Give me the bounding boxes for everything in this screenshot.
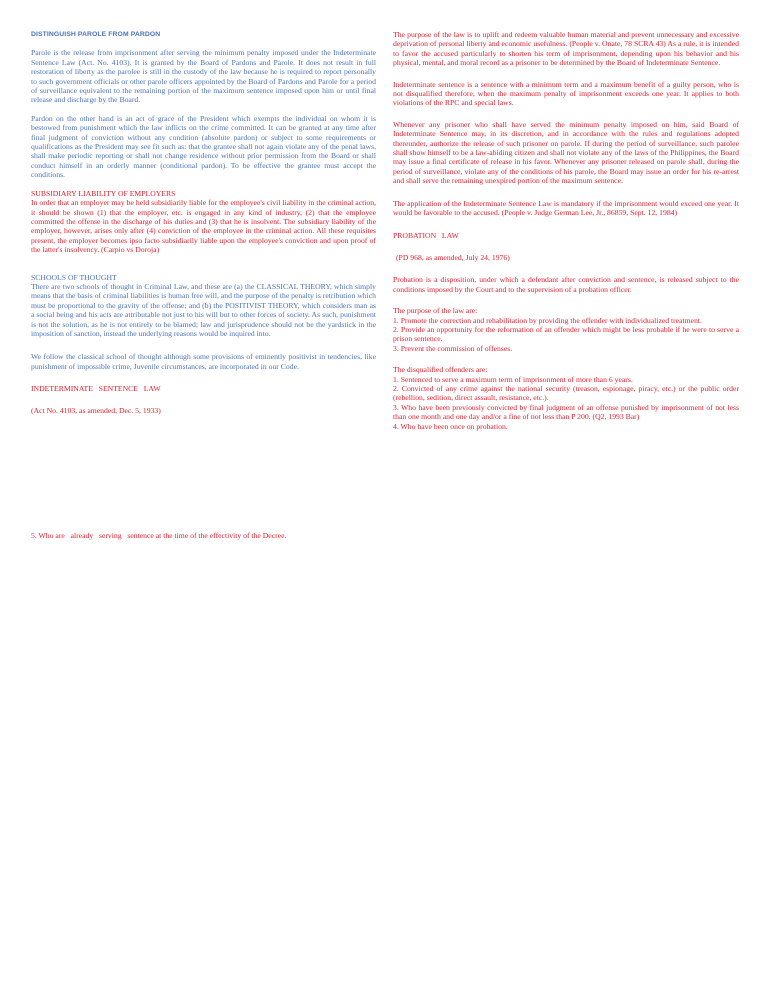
purpose-heading: The purpose of the law are: (393, 306, 478, 316)
disqualified-item: 1. Sentenced to serve a maximum term of imprisonment of more than 6 years. (393, 374, 633, 384)
purpose-paragraph: The purpose of the law is to uplift and redeem valuable human material and prevent unnecessary and excessive deprivation of personal liberty and economic usefulness. (People v. Onate, 78 SCRA 43) As a rule, it is intended to favor the accused particularly to shorten his term of imprisonment, depending upon his behavior and his physical, mental, and moral record as a prisoner to be determined by the Board of Indeterminate Sentence. (393, 30, 739, 68)
purpose-item: 2. Provide an opportunity for the reformation of an offender which might be less probable if he were to serve a prison sentence. (393, 324, 739, 344)
whenever-paragraph: Whenever any prisoner who shall have served the minimum penalty imposed on him, said Board of Indeterminate Sentence may, in its discretion, and in accordance with the rules and regulations adopted thereunder, authorize the release of such prisoner on parole. If during the period of surveillance, such parolee shall show himself to be a law-abiding citizen and shall not violate any of the laws of the Philippines, the Board may issue a final certificate of release in his favor. Whenever any prisoner released on parole shall, during the period of surveillance, violate any of the conditions of his parole, the Board may issue an order for his re-arrest and shall serve the remaining unexpired portion of the maximum sentence. (393, 119, 739, 186)
probation-paragraph: Probation is a disposition, under which a defendant after conviction and sentence, is released subject to the conditions imposed by the Court and to the supervision of a probation officer. (393, 275, 739, 294)
disqualified-item: 4. Who have been once on probation. (393, 421, 508, 431)
isl-act: (Act No. 4103, as amended, Dec. 5, 1933) (31, 405, 161, 415)
indeterminate-paragraph: Indeterminate sentence is a sentence with a minimum term and a maximum benefit of a guilty person, who is not disqualified therefore, when the maximum penalty of imprisonment exceeds one year. It applies to both violations of the RPC and special laws. (393, 79, 739, 108)
isl-heading: INDETERMINATE SENTENCE LAW (31, 384, 161, 394)
disqualified-heading: The disqualified offenders are: (393, 365, 488, 375)
disqualified-item: 2. Convicted of any crime against the national security (treason, espionage, piracy, etc.) or the public order (rebellion, sedition, direct assault, resistance, etc.). (393, 383, 739, 403)
purpose-item: 1. Promote the correction and rehabilitation by providing the offender with individualized treatment. (393, 315, 702, 325)
application-paragraph: The application of the Indeterminate Sentence Law is mandatory if the imprisonment would exceed one year. It would be favorable to the accused. (People v. Judge German Lee, Jr., 86859, Sept. 12, 1984) (393, 198, 739, 218)
classical-paragraph: We follow the classical school of thought although some provisions of eminently positivist in tendencies, like punishment of impossible crime, Juvenile circumstances, are incorporated in our Code. (31, 352, 376, 371)
pardon-paragraph: Pardon on the other hand is an act of grace of the President which exempts the individual on whom it is bestowed from punishment which the law inflicts on the crime committed. It can be granted at any time after final judgment of conviction without any condition (absolute pardon) or subject to some requirements or qualifications as the President may see fit such as: that the grantee shall not again violate any of the penal laws, shall make periodic reporting or shall not change residence without prior permission from the Board or shall conduct himself in an orderly manner (conditional pardon). To be effective the grantee must accept the conditions. (31, 113, 376, 180)
subsidiary-paragraph: In order that an employer may be held subsidiarily liable for the employee's civil liability in the criminal action, it should be shown (1) that the employer, etc. is engaged in any kind of industry, (2) that the employee committed the offense in the discharge of his duties and (3) that he is insolvent. The subsidiary liability of the employer, however, arises only after (4) conviction of the employee in the criminal action. All these requisites present, the employer becomes ipso facto subsidiarily liable upon the employee's conviction and upon proof of the latter's insolvency. (Carpio vs Doroja) (31, 198, 376, 255)
purpose-item: 3. Prevent the commission of offenses. (393, 343, 513, 353)
probation-pd: (PD 968, as amended, July 24, 1976) (396, 252, 510, 262)
footer-item: 5. Who are already serving sentence at the time of the effectivity of the Decree. (31, 531, 287, 540)
schools-paragraph: There are two schools of thought in Criminal Law, and these are (a) the CLASSICAL THEORY, which simply means that the basis of criminal liabilities is human free will, and the purpose of the penalty is retribution which must be proportional to the gravity of the offense; and (b) the POSITIVIST THEORY, which considers man as a social being and his acts are attributable not just to his will but to other forces of society. As such, punishment is not the solution, as he is not entirely to be blamed; law and jurisprudence should not be the yardstick in the imposition of sanction, instead the underlying reasons would be inquired into. (31, 281, 376, 338)
schools-heading: SCHOOLS OF THOUGHT (31, 272, 117, 282)
left-column (31, 30, 376, 415)
disqualified-item: 3. Who have been previously convicted by final judgment of an offense punished by imprisonment of not less than one month and one day and/or a fine of not less than P 200. (Q2, 1993 Bar) (393, 402, 739, 422)
distinguish-heading: DISTINGUISH PAROLE FROM PARDON (31, 31, 161, 38)
parole-paragraph: Parole is the release from imprisonment after serving the minimum penalty imposed under the Indeterminate Sentence Law (Act. No. 4103). It is granted by the Board of Pardons and Parole. It does not result in full restoration of liberty as the parolee is still in the custody of the law because he is required to report personally to such government officials or other parole officers appointed by the Board of Pardons and Parole for a period of surveillance equivalent to the remaining portion of the maximum sentence imposed upon him or until final release and discharge by the Board. (31, 48, 376, 105)
probation-heading: PROBATION LAW (393, 230, 459, 240)
subsidiary-heading: SUBSIDIARY LIABILITY OF EMPLOYERS (31, 188, 176, 198)
right-column (393, 30, 739, 431)
